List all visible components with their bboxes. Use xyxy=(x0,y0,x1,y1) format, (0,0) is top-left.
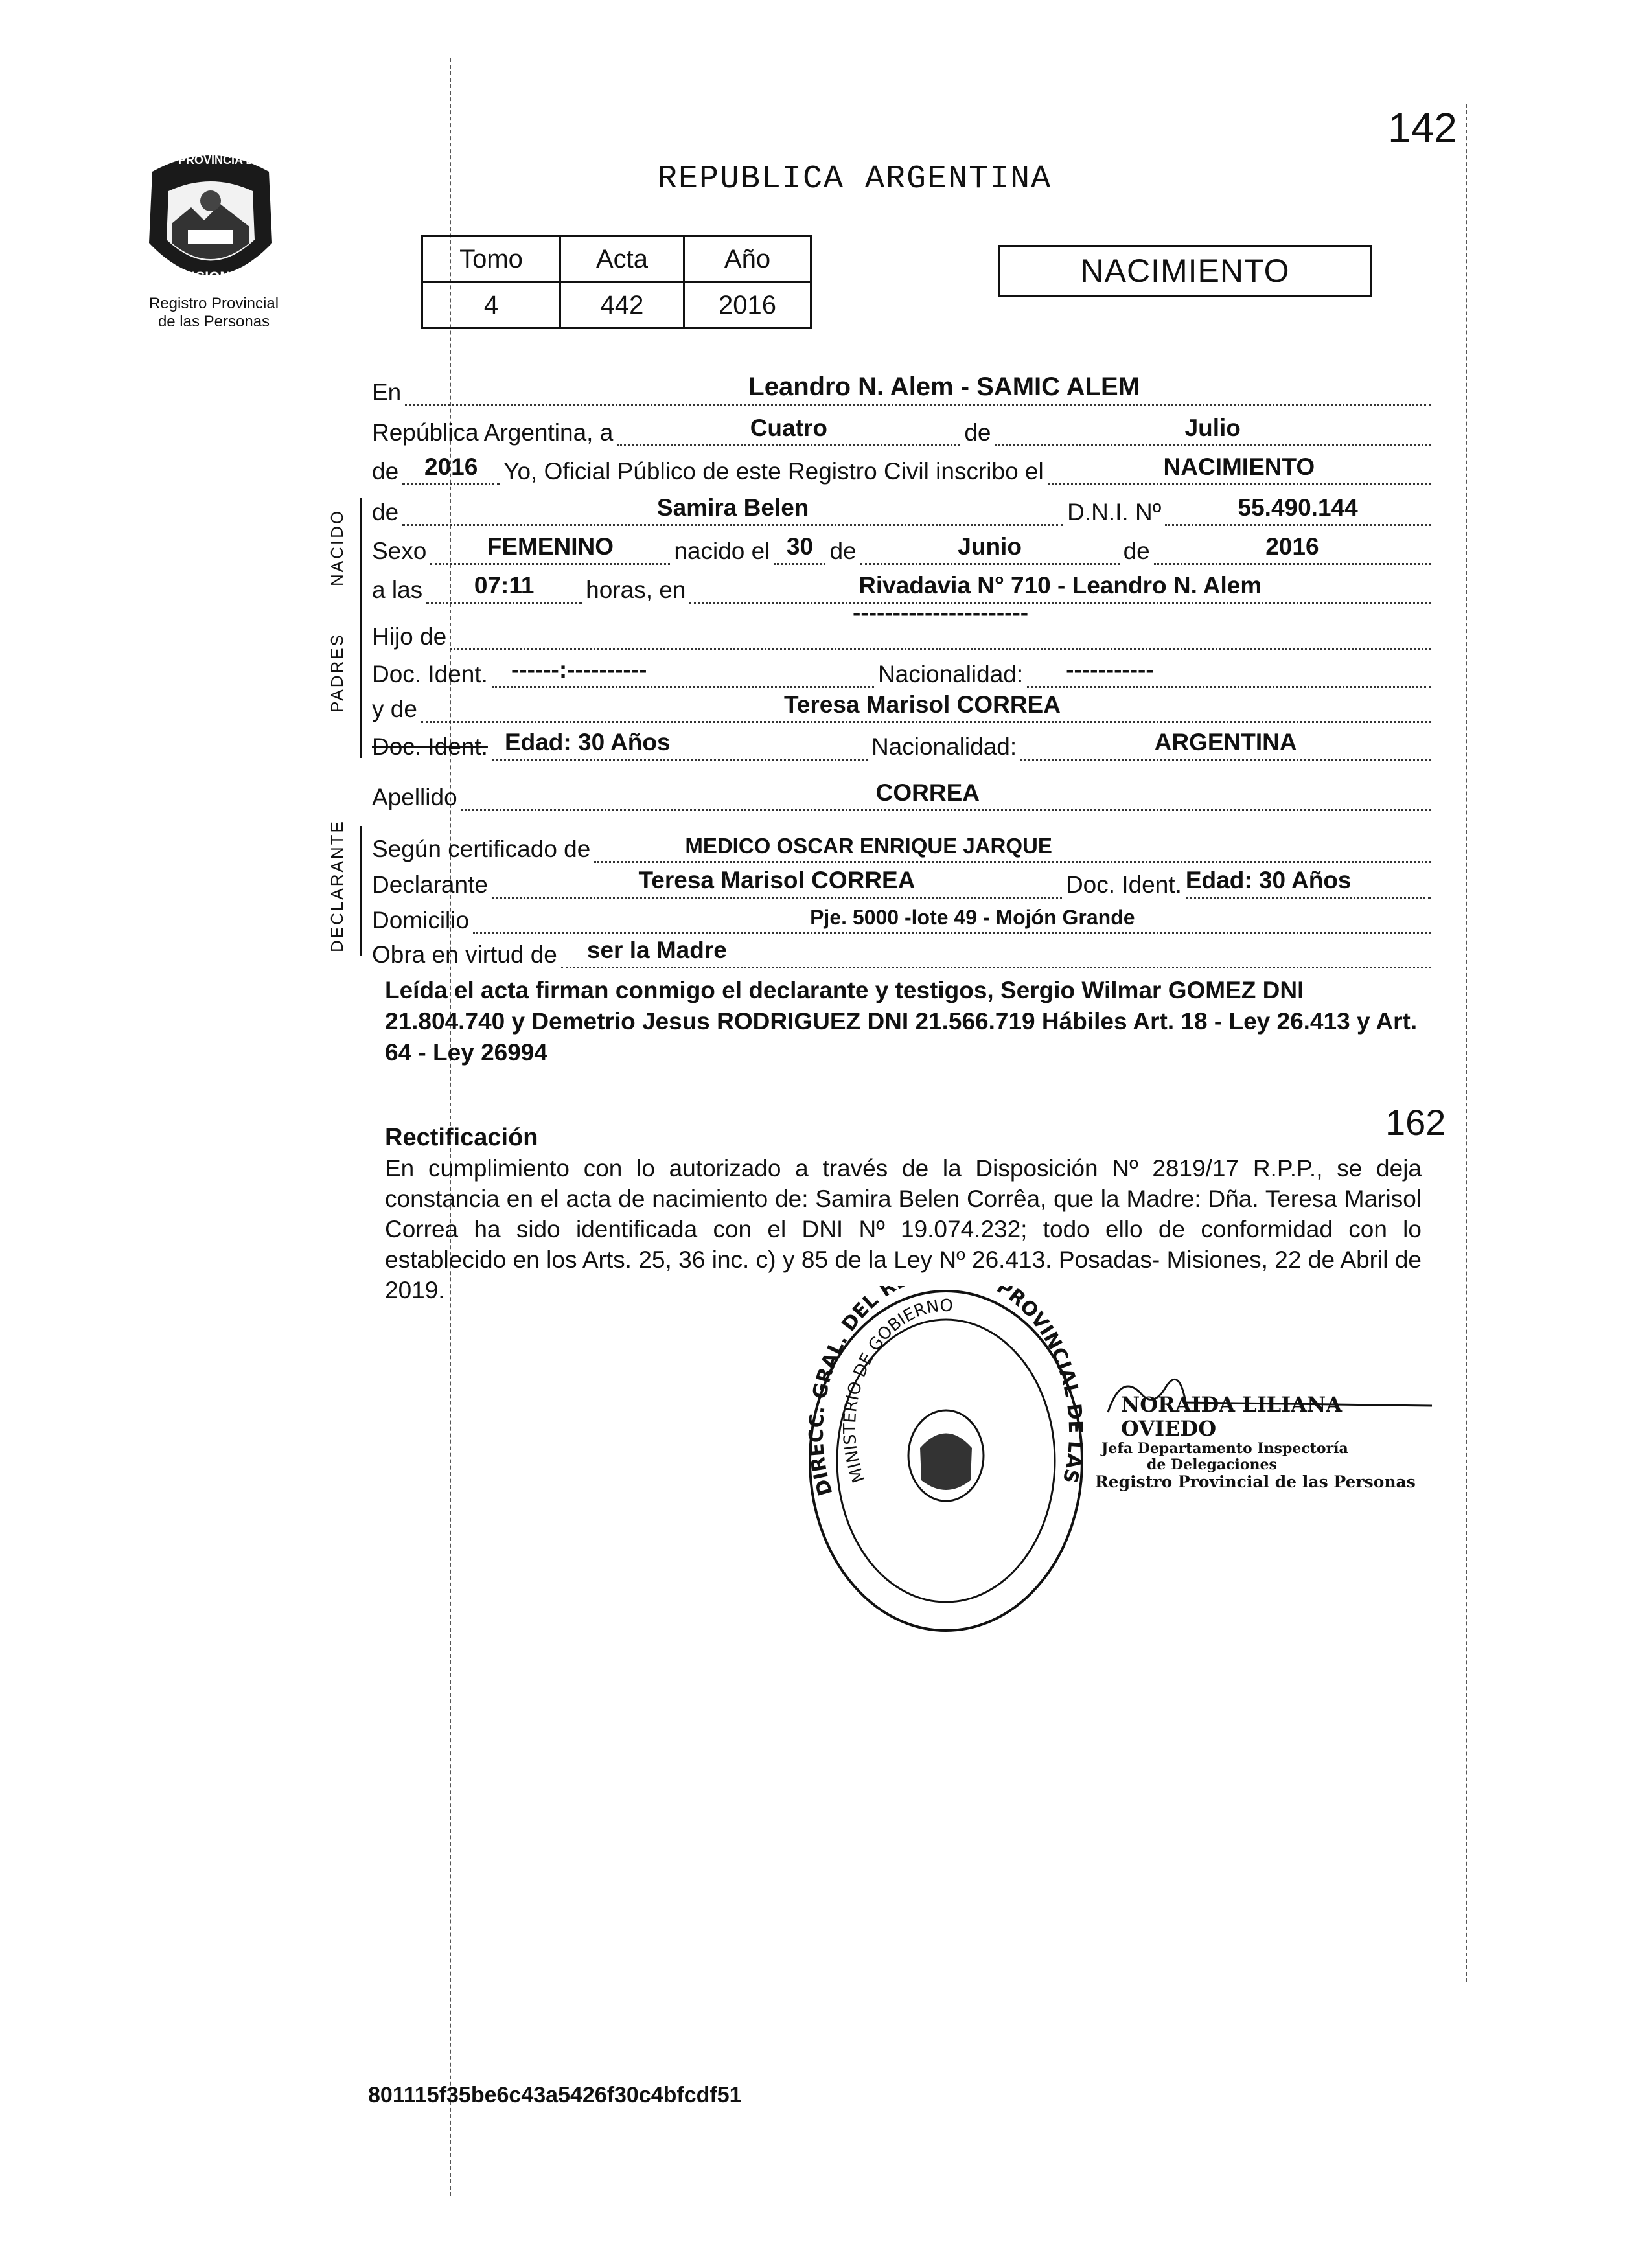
dni-value: 55.490.144 xyxy=(1238,494,1358,521)
oficial-text: Yo, Oficial Público de este Registro Civil inscribo el xyxy=(503,458,1044,485)
registry-value-acta: 442 xyxy=(560,282,684,328)
dni-label: D.N.I. Nº xyxy=(1067,499,1162,525)
registry-header-acta: Acta xyxy=(560,236,684,282)
year-value: 2016 xyxy=(424,453,478,480)
domicilio-label: Domicilio xyxy=(372,907,470,934)
declarante-section-label: DECLARANTE xyxy=(327,819,347,952)
month-value: Julio xyxy=(1184,415,1241,441)
stamp-inner-text: MINISTERIO DE GOBIERNO xyxy=(840,1296,953,1485)
page-number-top: 142 xyxy=(1388,104,1457,151)
a-las-label: a las xyxy=(372,577,423,603)
padres-separator xyxy=(360,602,362,758)
page-number-bottom: 162 xyxy=(1385,1102,1446,1143)
birth-month-value: Junio xyxy=(958,533,1022,560)
father-value: ---------------------- xyxy=(853,599,1029,626)
registry-value-row xyxy=(422,282,811,328)
nacido-separator xyxy=(360,498,362,608)
father-doc-value: ------:---------- xyxy=(511,656,647,683)
de-year-label: de xyxy=(372,458,399,485)
line-sexo xyxy=(372,531,1435,565)
y-de-label: y de xyxy=(372,696,417,722)
nacido-el-label: nacido el xyxy=(674,538,770,564)
birth-de-label: de xyxy=(829,538,857,564)
logo-caption xyxy=(97,295,330,331)
sexo-label: Sexo xyxy=(372,538,427,564)
logo-seal-top-text: PROVINCIA DE xyxy=(178,154,262,166)
signer-role-line2: de Delegaciones xyxy=(1147,1456,1277,1473)
line-obra xyxy=(372,935,1435,968)
birth-year-value: 2016 xyxy=(1265,533,1319,560)
registry-table xyxy=(421,235,812,329)
mother-value: Teresa Marisol CORREA xyxy=(783,691,1061,718)
day-value: Cuatro xyxy=(750,415,827,441)
line-segun xyxy=(372,829,1435,863)
registry-header-tomo: Tomo xyxy=(422,236,560,282)
registry-header-anio: Año xyxy=(684,236,811,282)
mother-nac-value: ARGENTINA xyxy=(1154,729,1297,755)
logo-seal-bottom-text: MISIONES xyxy=(179,269,249,285)
signature-block xyxy=(1095,1393,1432,1492)
line-nacido-name xyxy=(372,492,1435,526)
domicilio-value: Pje. 5000 -lote 49 - Mojón Grande xyxy=(810,906,1135,929)
birth-place-value: Rivadavia N° 710 - Leandro N. Alem xyxy=(859,572,1262,599)
horas-label: horas, en xyxy=(586,577,686,603)
nacido-de-label: de xyxy=(372,499,399,525)
obra-label: Obra en virtud de xyxy=(372,941,557,968)
rectificacion-title: Rectificación xyxy=(385,1124,538,1151)
page-title: REPUBLICA ARGENTINA xyxy=(658,161,1052,198)
line-hijo-de xyxy=(372,599,1435,650)
sexo-value: FEMENINO xyxy=(487,533,614,560)
line-y-de xyxy=(372,689,1435,723)
child-name-value: Samira Belen xyxy=(656,494,809,521)
line-doc-ident xyxy=(372,654,1435,688)
birth-day-value: 30 xyxy=(786,533,814,560)
closing-paragraph: Leída el acta firman conmigo el declarante y testigos, Sergio Wilmar GOMEZ DNI 21.804.740 y Demetrio Jesus RODRIGUEZ DNI 21.566.719 Hábiles Art. 18 - Ley 26.413 y Art. 64 - Ley 26994 xyxy=(385,977,1418,1066)
line-apellido xyxy=(372,777,1435,811)
en-label: En xyxy=(372,379,402,406)
registry-value-anio: 2016 xyxy=(684,282,811,328)
segun-value: MEDICO OSCAR ENRIQUE JARQUE xyxy=(685,834,1052,858)
record-kind-box: NACIMIENTO xyxy=(998,245,1372,297)
inscribo-value: NACIMIENTO xyxy=(1163,453,1315,480)
document-hash: 801115f35be6c43a5426f30c4bfcdf51 xyxy=(368,2083,742,2107)
apellido-value: CORREA xyxy=(875,779,980,806)
registry-value-tomo: 4 xyxy=(422,282,560,328)
registry-header-row xyxy=(422,236,811,282)
mother-nac-label: Nacionalidad: xyxy=(871,733,1017,760)
official-stamp xyxy=(803,1286,1089,1636)
padres-section-label: PADRES xyxy=(327,633,347,713)
line-declarante xyxy=(372,865,1435,899)
declarante-separator xyxy=(360,826,362,956)
father-nac-label: Nacionalidad: xyxy=(877,661,1024,687)
father-doc-label: Doc. Ident. xyxy=(372,661,488,687)
declarante-doc-value: Edad: 30 Años xyxy=(1185,867,1352,893)
mother-doc-value: Edad: 30 Años xyxy=(504,729,671,755)
de-label: de xyxy=(964,419,991,446)
stamp-seal-icon xyxy=(803,1286,1089,1636)
province-logo xyxy=(133,146,288,304)
declarante-doc-label: Doc. Ident. xyxy=(1065,871,1182,898)
line-doc-ident-2 xyxy=(372,727,1435,761)
apellido-label: Apellido xyxy=(372,784,457,810)
father-nac-value: ----------- xyxy=(1066,656,1154,683)
logo-caption-line2: de las Personas xyxy=(157,313,270,330)
birth-time-value: 07:11 xyxy=(474,572,535,599)
rectificacion-body: En cumplimiento con lo autorizado a través de la Disposición Nº 2819/17 R.P.P., se deja constancia en el acta de nacimiento de: Samira Belen Corrêa, que la Madre: Dña. Teresa Marisol Correa ha sido identificada con el DNI Nº 19.074.232; todo ello de conformidad con lo establecido en los Arts. 25, 36 inc. c) y 85 de la Ley Nº 26.413. Posadas- Misiones, 22 de Abril de 2019. xyxy=(385,1155,1422,1303)
declarante-label: Declarante xyxy=(372,871,488,898)
line-republica xyxy=(372,413,1435,446)
signature-scribble-icon xyxy=(1082,1367,1445,1425)
segun-label: Según certificado de xyxy=(372,836,591,862)
mother-doc-label: Doc. Ident. xyxy=(372,733,488,760)
line-domicilio xyxy=(372,900,1435,934)
obra-value: ser la Madre xyxy=(586,937,727,963)
hijo-de-label: Hijo de xyxy=(372,623,447,650)
line-year xyxy=(372,452,1435,485)
republica-label: República Argentina, a xyxy=(372,419,614,446)
birth-de2-label: de xyxy=(1123,538,1150,564)
stamp-outer-text: DIRECC. GRAL. DEL R PROVINCIAL DE LAS xyxy=(805,1286,1087,1498)
line-en xyxy=(372,372,1435,406)
nacido-section-label: NACIDO xyxy=(327,509,347,586)
signer-org: Registro Provincial de las Personas xyxy=(1095,1472,1416,1492)
right-margin-line xyxy=(1466,104,1467,1982)
logo-caption-line1: Registro Provincial xyxy=(148,295,279,312)
signer-role-line1: Jefa Departamento Inspectoría xyxy=(1101,1439,1348,1457)
signer-name: NORAIDA LILIANA OVIEDO xyxy=(1121,1392,1343,1441)
en-value: Leandro N. Alem - SAMIC ALEM xyxy=(748,372,1140,401)
declarante-value: Teresa Marisol CORREA xyxy=(638,867,916,893)
